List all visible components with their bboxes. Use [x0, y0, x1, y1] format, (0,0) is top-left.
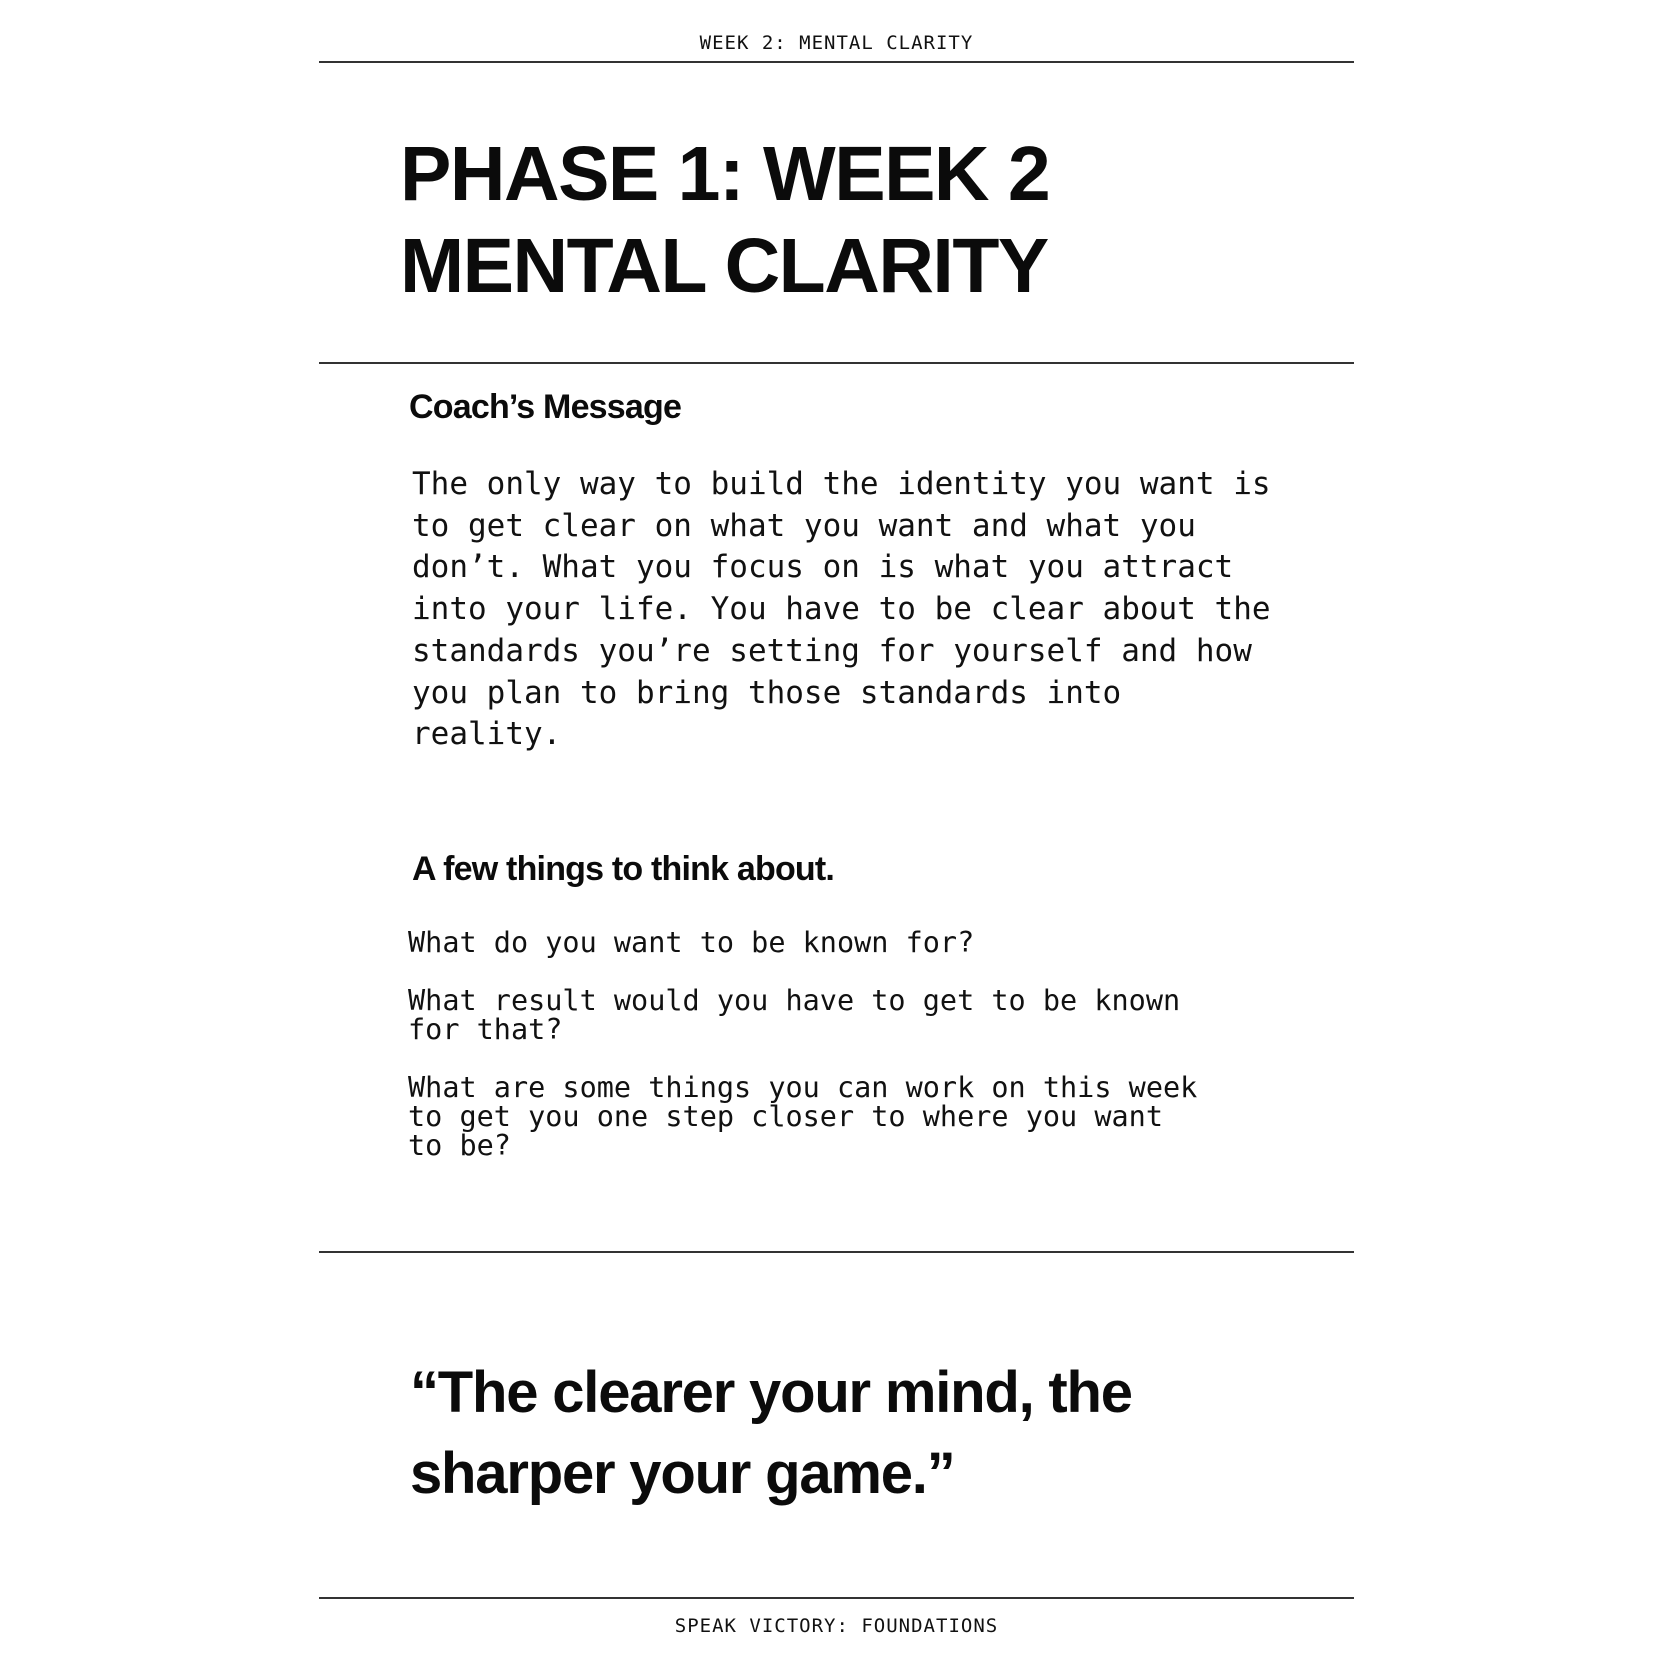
quote-line-1: “The clearer your mind, the [410, 1360, 1132, 1425]
coach-message-heading: Coach’s Message [409, 388, 682, 426]
coach-message-line: reality. [412, 716, 562, 753]
coach-message-line: you plan to bring those standards into [412, 674, 1122, 711]
reflection-question [408, 986, 1308, 1044]
reflection-heading: A few things to think about. [412, 850, 835, 888]
reflection-question-line: What do you want to be known for? [408, 926, 975, 959]
coach-message-line: don’t. What you focus on is what you attract [412, 549, 1234, 586]
reflection-questions [408, 928, 1308, 1189]
quote-divider [319, 1251, 1354, 1253]
coach-message-body [412, 464, 1312, 756]
reflection-question-line: What result would you have to get to be known [408, 984, 1181, 1017]
coach-message-line: standards you’re setting for yourself and how [412, 632, 1252, 669]
title-divider [319, 362, 1354, 364]
reflection-question-line: to be? [408, 1129, 511, 1162]
running-footer: SPEAK VICTORY: FOUNDATIONS [674, 1615, 999, 1637]
reflection-question-line: What are some things you can work on this week [408, 1071, 1198, 1104]
running-header: WEEK 2: MENTAL CLARITY [699, 32, 974, 54]
quote-line-2: sharper your game.” [410, 1441, 955, 1506]
page-title-line-1: PHASE 1: WEEK 2 [400, 131, 1050, 217]
coach-message-line: into your life. You have to be clear about the [412, 591, 1271, 628]
reflection-question-line: to get you one step closer to where you want [408, 1100, 1163, 1133]
coach-message-line: to get clear on what you want and what you [412, 507, 1196, 544]
header-divider [319, 61, 1354, 63]
reflection-question [408, 1073, 1308, 1160]
footer-divider [319, 1597, 1354, 1599]
reflection-question-line: for that? [408, 1013, 563, 1046]
page-title [400, 128, 1300, 312]
page-title-line-2: MENTAL CLARITY [400, 223, 1048, 309]
coach-message-line: The only way to build the identity you want is [412, 466, 1271, 502]
reflection-question [408, 928, 1308, 957]
motivational-quote [410, 1352, 1410, 1514]
